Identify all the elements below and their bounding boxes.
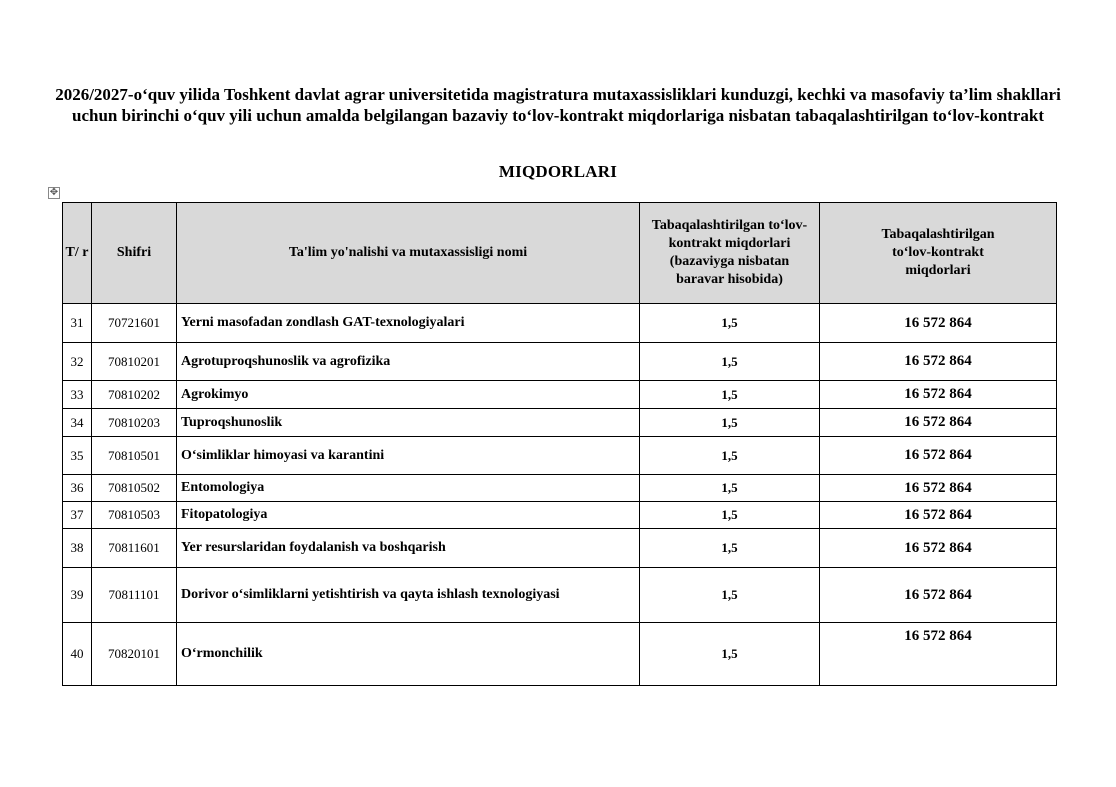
row-amount: 16 572 864 [820, 568, 1057, 623]
row-name: Fitopatologiya [177, 502, 640, 529]
row-name: Yerni masofadan zondlash GAT-texnologiyalari [177, 304, 640, 343]
document-title: 2026/2027-o‘quv yilida Toshkent davlat agrar universitetida magistratura mutaxassisliklari kunduzgi, kechki va masofaviy ta’lim shakllari uchun birinchi o‘quv yili uchun amalda belgilangan bazaviy to‘lov-kontrakt miqdorlariga nisbatan tabaqalashtirilgan to‘lov-kontrakt [55, 85, 1061, 125]
row-coef: 1,5 [640, 475, 820, 502]
row-name: Entomologiya [177, 475, 640, 502]
row-name: O‘simliklar himoyasi va karantini [177, 437, 640, 475]
row-number: 40 [63, 623, 92, 686]
row-number: 36 [63, 475, 92, 502]
row-code: 70810202 [92, 381, 177, 409]
table-move-handle-icon[interactable]: ✥ [49, 187, 59, 198]
header-coef: Tabaqalashtirilgan to‘lov-kontrakt miqdorlari (bazaviyga nisbatan baravar hisobida) [640, 203, 820, 304]
row-name: Agrokimyo [177, 381, 640, 409]
row-code: 70810501 [92, 437, 177, 475]
row-amount: 16 572 864 [820, 437, 1057, 475]
table-row [63, 502, 1057, 529]
header-tr: T/ r [63, 203, 92, 304]
row-number: 34 [63, 409, 92, 437]
row-number: 32 [63, 343, 92, 381]
row-amount: 16 572 864 [820, 381, 1057, 409]
row-code: 70811101 [92, 568, 177, 623]
table-row [63, 304, 1057, 343]
row-code: 70810503 [92, 502, 177, 529]
row-amount: 16 572 864 [820, 623, 1057, 686]
row-code: 70810201 [92, 343, 177, 381]
row-name: Agrotuproqshunoslik va agrofizika [177, 343, 640, 381]
row-number: 38 [63, 529, 92, 568]
row-code: 70721601 [92, 304, 177, 343]
table-row [63, 343, 1057, 381]
text-cursor [1056, 533, 1057, 547]
row-number: 37 [63, 502, 92, 529]
table-row [63, 623, 1057, 686]
row-code: 70810203 [92, 409, 177, 437]
row-name: Yer resurslaridan foydalanish va boshqarish [177, 529, 640, 568]
row-name: O‘rmonchilik [177, 623, 640, 686]
table-row [63, 475, 1057, 502]
row-amount: 16 572 864 [820, 304, 1057, 343]
table-row [63, 568, 1057, 623]
row-coef: 1,5 [640, 529, 820, 568]
row-coef: 1,5 [640, 568, 820, 623]
header-name: Ta'lim yo'nalishi va mutaxassisligi nomi [177, 203, 640, 304]
row-coef: 1,5 [640, 502, 820, 529]
row-coef: 1,5 [640, 304, 820, 343]
row-amount: 16 572 864 [820, 343, 1057, 381]
header-code: Shifri [92, 203, 177, 304]
row-name: Tuproqshunoslik [177, 409, 640, 437]
table-header-row [63, 203, 1057, 304]
row-amount: 16 572 864 [820, 502, 1057, 529]
header-amount: Tabaqalashtirilgan to‘lov-kontrakt miqdorlari [820, 203, 1057, 304]
row-name: Dorivor o‘simliklarni yetishtirish va qayta ishlash texnologiyasi [177, 568, 640, 623]
row-coef: 1,5 [640, 437, 820, 475]
row-amount: 16 572 864 [820, 475, 1057, 502]
row-code: 70811601 [92, 529, 177, 568]
row-number: 35 [63, 437, 92, 475]
row-coef: 1,5 [640, 381, 820, 409]
contract-table [62, 202, 1057, 686]
document-subtitle: MIQDORLARI [498, 162, 618, 181]
row-amount: 16 572 864 [820, 529, 1057, 568]
row-code: 70810502 [92, 475, 177, 502]
row-code: 70820101 [92, 623, 177, 686]
row-coef: 1,5 [640, 343, 820, 381]
row-number: 33 [63, 381, 92, 409]
table-row [63, 437, 1057, 475]
table-row [63, 409, 1057, 437]
row-number: 39 [63, 568, 92, 623]
table-row [63, 529, 1057, 568]
row-coef: 1,5 [640, 623, 820, 686]
row-number: 31 [63, 304, 92, 343]
row-amount: 16 572 864 [820, 409, 1057, 437]
table-row [63, 381, 1057, 409]
row-coef: 1,5 [640, 409, 820, 437]
